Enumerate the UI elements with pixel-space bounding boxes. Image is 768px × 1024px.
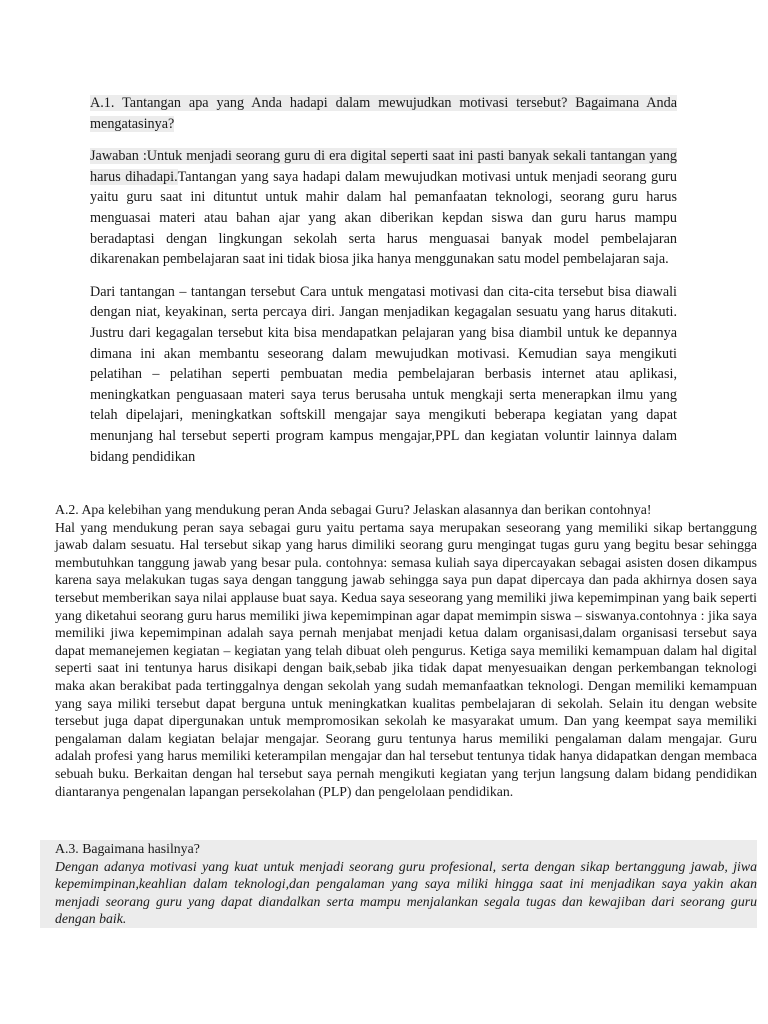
section-a1	[90, 93, 677, 467]
section-a1-answer	[90, 146, 677, 270]
section-a2-answer: Hal yang mendukung peran saya sebagai guru yaitu pertama saya merupakan seseorang yang memiliki sikap bertanggung jawab dalam sesuatu. Hal tersebut sikap yang harus dimiliki seorang guru mengingat tugas guru yang begitu besar sehingga membutuhkan tanggung jawab yang besar pula. contohnya: semasa kuliah saya dipercayakan sebagai asisten dosen dikampus karena saya melakukan tugas saya dengan tanggung jawab sehingga saya pun dapat dipercaya dan pada akhirnya dosen saya tersebut memberikan saya nilai applause buat saya. Kedua saya seseorang yang memiliki jiwa kepemimpinan yang baik seperti yang diketahui seorang guru harus memiliki jiwa kepemimpinan agar dapat memimpin siswa – siswanya.contohnya : jika saya memiliki jiwa kepemimpinan adalah saya pernah menjabat menjadi ketua dalam organisasi,dalam organisasi tersebut saya dapat memanejemen kegiatan – kegiatan yang telah dibuat oleh pengurus. Ketiga saya memiliki kemampuan dalam hal digital seperti saat ini tentunya harus disikapi dengan baik,sebab jika tidak dapat menyesuaikan dengan perkembangan teknologi maka akan berakibat pada tertinggalnya dengan sekolah yang sudah memanfaatkan teknologi. Dengan memiliki kemampuan yang saya miliki tersebut dapat berguna untuk meningkatkan kualitas pembelajaran di sekolah. Selain itu dengan website tersebut juga dapat dipergunakan untuk mempromosikan sekolah ke masyarakat umum. Dan yang keempat saya memiliki pengalaman dalam kegiatan belajar mengajar. Seorang guru tentunya harus memiliki pengalaman dalam mengajar. Guru adalah profesi yang harus memiliki keterampilan mengajar dan hal tersebut tentunya tidak hanya didapatkan dengan membaca sebuah buku. Berkaitan dengan hal tersebut saya pernah mengikuti kegiatan yang terjun langsung dalam bidang pendidikan diantaranya pengenalan lapangan persekolahan (PLP) dan pengelolaan pendidikan.	[55, 519, 757, 799]
section-a1-question-text: A.1. Tantangan apa yang Anda hadapi dalam mewujudkan motivasi tersebut? Bagaimana Anda mengatasinya?	[90, 95, 677, 132]
section-a3	[40, 840, 757, 928]
section-a1-answer-rest: Tantangan yang saya hadapi dalam mewujudkan motivasi untuk menjadi seorang guru yaitu guru saat ini dituntut untuk mahir dalam hal pemanfaatan teknologi, seorang guru harus menguasai materi atau bahan ajar yang akan diberikan kepdan siswa dan guru harus mampu beradaptasi dengan lingkungan sekolah serta harus menguasai banyak model pembelajaran dikarenakan pembelajaran saat ini tidak biosa jika hanya menggunakan satu model pembelajaran saja.	[90, 168, 677, 268]
section-a3-question: A.3. Bagaimana hasilnya?	[55, 841, 200, 856]
section-a2	[55, 501, 757, 800]
section-a3-answer: Dengan adanya motivasi yang kuat untuk menjadi seorang guru profesional, serta dengan sikap bertanggung jawab, jiwa kepemimpinan,keahlian dalam teknologi,dan pengalaman yang saya miliki hingga saat ini menjadikan saya yakin akan menjadi seorang guru yang dapat diandalkan serta mampu menjalankan segala tugas dan kewajiban dari seorang guru dengan baik.	[55, 858, 757, 927]
section-a1-paragraph2: Dari tantangan – tantangan tersebut Cara untuk mengatasi motivasi dan cita-cita tersebut bisa diawali dengan niat, keyakinan, serta percaya diri. Jangan menjadikan kegagalan sesuatu yang harus ditakuti. Justru dari kegagalan tersebut kita bisa mendapatkan pelajaran yang bisa diambil untuk ke depannya dimana ini akan membantu seseorang dalam mewujudkan motivasi. Kemudian saya mengikuti pelatihan – pelatihan seperti pembuatan media pembelajaran berbasis internet atau aplikasi, meningkatkan penguasaan materi saya terus berusaha untuk mengkaji serta menerapkan ilmu yang telah dipelajari, meningkatkan softskill mengajar saya mengikuti beberapa kegiatan yang dapat menunjang hal tersebut seperti program kampus mengajar,PPL dan kegiatan voluntir lainnya dalam bidang pendidikan	[90, 283, 677, 465]
section-a1-answer-highlight: Jawaban :Untuk menjadi seorang guru di era digital seperti saat ini pasti banyak sekali tantangan yang harus dihadapi.	[90, 148, 677, 185]
section-a1-question	[90, 93, 677, 134]
section-a2-question: A.2. Apa kelebihan yang mendukung peran Anda sebagai Guru? Jelaskan alasannya dan berikan contohnya!	[55, 502, 652, 517]
